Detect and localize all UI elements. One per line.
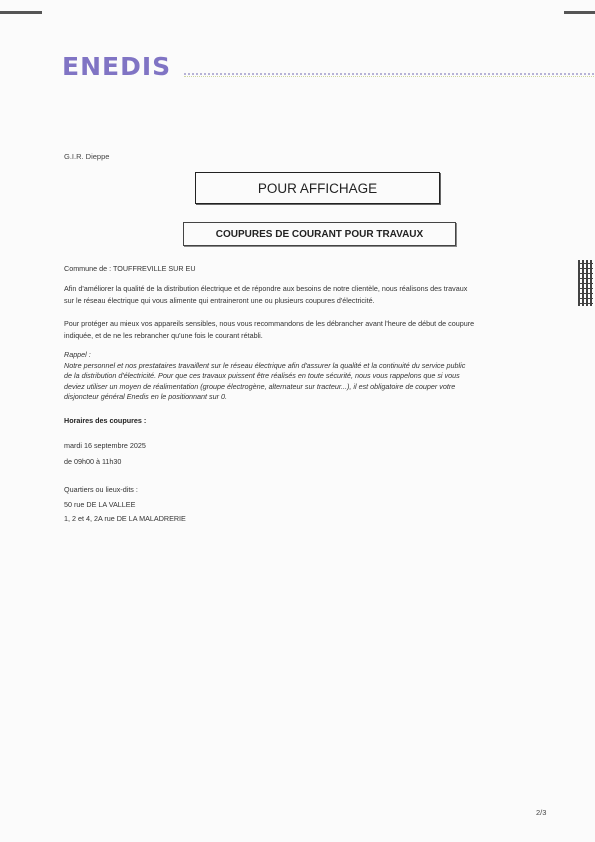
protection-paragraph <box>64 318 474 341</box>
rappel-line-1: Notre personnel et nos prestataires travaillent sur le réseau électrique afin d'assurer la qualité et la continuité du service public <box>64 360 466 370</box>
horaires-label: Horaires des coupures : <box>64 416 147 425</box>
scan-mark-left <box>0 11 42 14</box>
datamatrix-code <box>578 260 593 306</box>
rappel-line-4: disjoncteur général Enedis en le positionnant sur 0. <box>64 392 228 401</box>
rappel-line-3: deviez utiliser un moyen de réalimentation (groupe électrogène, alternateur sur tracteur...), il est obligatoire de couper votre <box>64 381 456 391</box>
intro-paragraph <box>64 283 467 306</box>
protection-line-2: indiquée, et de ne les rebrancher qu'une fois le courant rétabli. <box>64 330 263 340</box>
rappel-block <box>64 350 465 403</box>
horaires-time: de 09h00 à 11h30 <box>64 457 122 466</box>
intro-line-1: Afin d'améliorer la qualité de la distribution électrique et de répondre aux besoins de notre clientèle, nous réalisons des travaux <box>64 284 468 293</box>
quartiers-label: Quartiers ou lieux-dits : <box>64 485 138 494</box>
page-subtitle: COUPURES DE COURANT POUR TRAVAUX <box>215 228 424 240</box>
protection-line-1: Pour protéger au mieux vos appareils sensibles, nous vous recommandons de les débrancher avant l'heure de début de coupure <box>64 319 475 328</box>
rappel-line-2: de la distribution d'électricité. Pour que ces travaux puissent être réalisés en toute sécurité, nous vous rappelons que si vous <box>64 371 460 380</box>
scan-mark-right <box>564 11 595 14</box>
quartier-item: 50 rue DE LA VALLEE <box>64 500 136 509</box>
subtitle-box <box>183 222 456 246</box>
horaires-date: mardi 16 septembre 2025 <box>64 441 146 450</box>
intro-line-2: sur le réseau électrique qui vous alimente qui entraineront une ou plusieurs coupures d'électricité. <box>64 295 375 305</box>
page-title: POUR AFFICHAGE <box>257 180 378 196</box>
header-rule-secondary <box>184 76 595 77</box>
gir-label: G.I.R. Dieppe <box>64 152 110 161</box>
quartier-item: 1, 2 et 4, 2A rue DE LA MALADRERIE <box>64 514 186 523</box>
rappel-label: Rappel : <box>64 350 91 359</box>
commune-line: Commune de : TOUFFREVILLE SUR EU <box>64 264 196 273</box>
enedis-logo: ENEDIS <box>62 52 172 81</box>
title-box <box>195 172 440 204</box>
page-number: 2/3 <box>536 808 547 817</box>
header-rule <box>184 73 595 75</box>
